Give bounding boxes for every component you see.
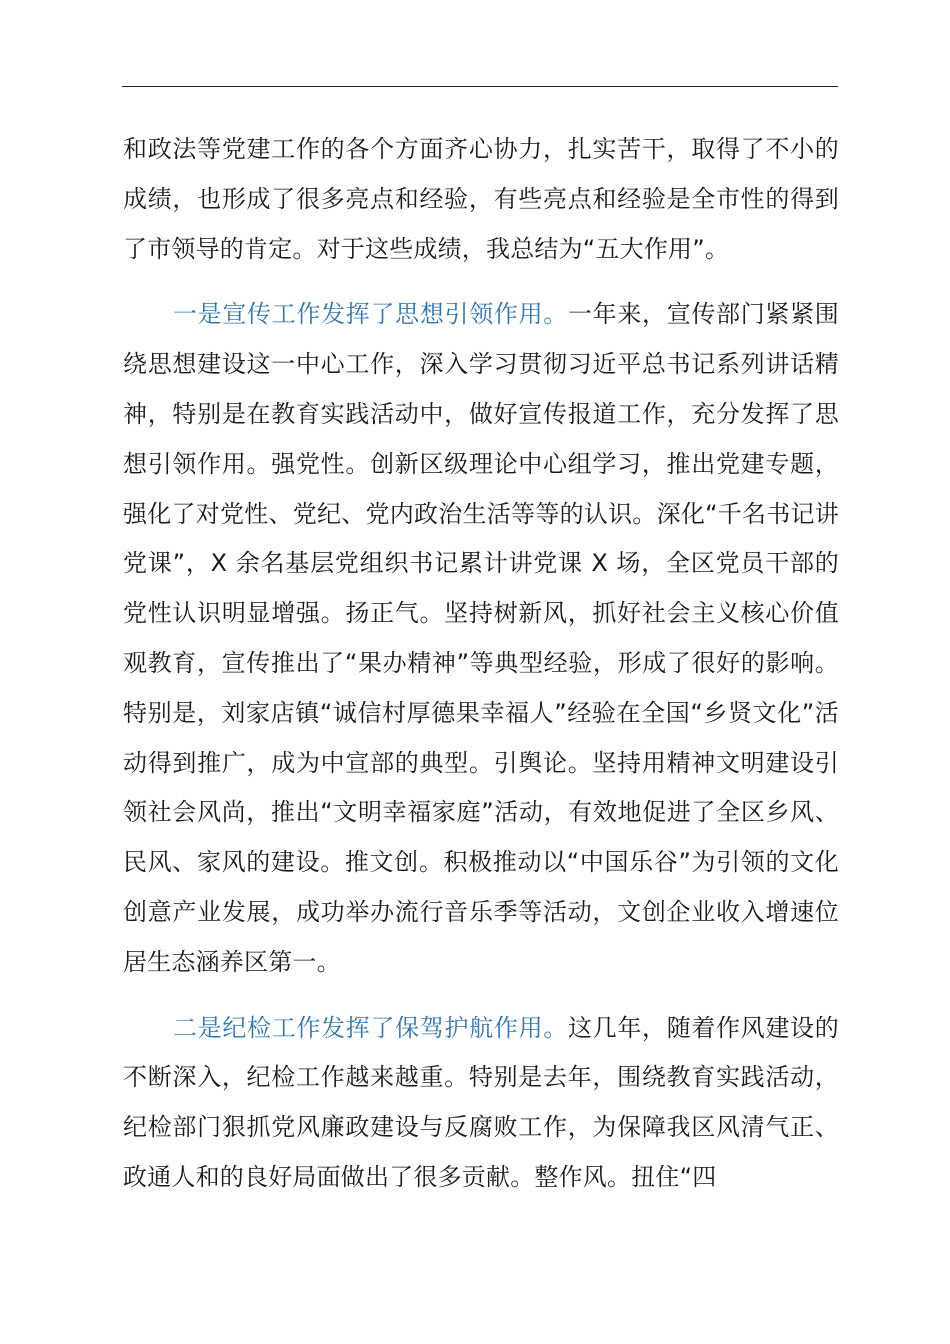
- paragraph-heading: 一是宣传工作发挥了思想引领作用。: [173, 300, 568, 329]
- paragraph-continuation: [123, 125, 839, 274]
- paragraph-heading: 二是纪检工作发挥了保驾护航作用。: [173, 1013, 568, 1042]
- document-body: [123, 125, 839, 1203]
- paragraph-text: 和政法等党建工作的各个方面齐心协力，扎实苦干，取得了不小的成绩，也形成了很多亮点和经验，有些亮点和经验是全市性的得到了市领导的肯定。对于这些成绩，我总结为“五大作用”。: [123, 135, 839, 263]
- header-rule: [122, 86, 838, 87]
- paragraph-text: 一年来，宣传部门紧紧围绕思想建设这一中心工作，深入学习贯彻习近平总书记系列讲话精神，特别是在教育实践活动中，做好宣传报道工作，充分发挥了思想引领作用。强党性。创新区级理论中心组学习，推出党建专题，强化了对党性、党纪、党内政治生活等等的认识。深化“千名书记讲党课”，X 余名基层党组织书记累计讲党课 X 场，全区党员干部的党性认识明显增强。扬正气。坚持树新风，抓好社会主义核心价值观教育，宣传推出了“果办精神”等典型经验，形成了很好的影响。特别是，刘家店镇“诚信村厚德果幸福人”经验在全国“乡贤文化”活动得到推广，成为中宣部的典型。引舆论。坚持用精神文明建设引领社会风尚，推出“文明幸福家庭”活动，有效地促进了全区乡风、民风、家风的建设。推文创。积极推动以“中国乐谷”为引领的文化创意产业发展，成功举办流行音乐季等活动，文创企业收入增速位居生态涵养区第一。: [123, 300, 839, 976]
- paragraph-publicity-work: [123, 290, 839, 987]
- paragraph-discipline-work: [123, 1004, 839, 1203]
- paragraph-text: 这几年，随着作风建设的不断深入，纪检工作越来越重。特别是去年，围绕教育实践活动，纪检部门狠抓党风廉政建设与反腐败工作，为保障我区风清气正、政通人和的良好局面做出了很多贡献。整作风。扭住“四: [123, 1013, 839, 1191]
